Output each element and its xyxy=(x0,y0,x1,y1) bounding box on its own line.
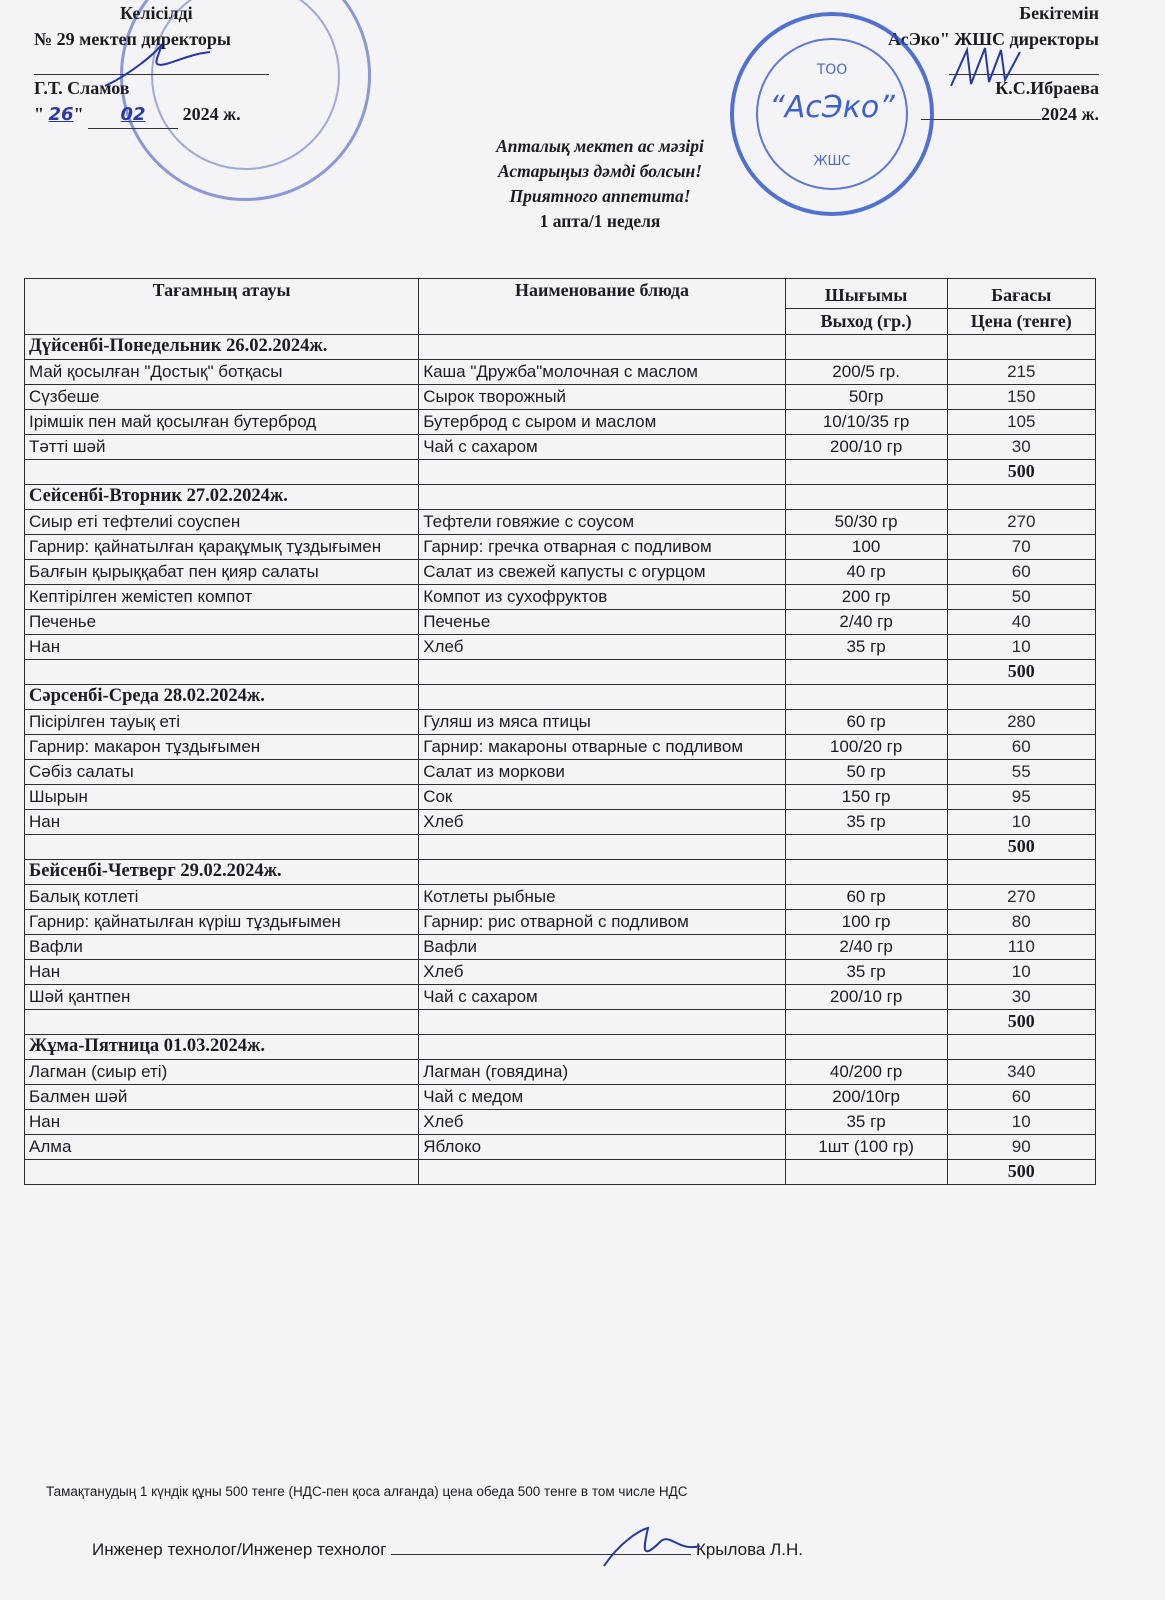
empty-cell xyxy=(785,1010,947,1035)
dish-name-rus: Хлеб xyxy=(419,1110,786,1135)
dish-name-rus: Чай с медом xyxy=(419,1085,786,1110)
dish-price: 10 xyxy=(947,960,1096,985)
dish-price: 90 xyxy=(947,1135,1096,1160)
dish-price: 280 xyxy=(947,710,1096,735)
dish-price: 10 xyxy=(947,635,1096,660)
dish-name-kaz: Тәтті шәй xyxy=(25,435,419,460)
engineer-label: Инженер технолог/Инженер технолог xyxy=(92,1540,387,1559)
dish-name-kaz: Балмен шәй xyxy=(25,1085,419,1110)
dish-name-rus: Яблоко xyxy=(419,1135,786,1160)
day-title: Бейсенбі-Четверг 29.02.2024ж. xyxy=(25,860,419,885)
menu-item-row xyxy=(25,760,1096,785)
dish-output: 60 гр xyxy=(785,885,947,910)
dish-output: 50 гр xyxy=(785,760,947,785)
dish-name-kaz: Нан xyxy=(25,810,419,835)
empty-cell xyxy=(947,485,1096,510)
agreed-label: Келісілді xyxy=(120,3,193,23)
day-header-row xyxy=(25,1035,1096,1060)
dish-name-kaz: Гарнир: макарон тұздығымен xyxy=(25,735,419,760)
approved-label: Бекітемін xyxy=(1019,3,1099,23)
dish-name-kaz: Шырын xyxy=(25,785,419,810)
dish-output: 100/20 гр xyxy=(785,735,947,760)
dish-name-rus: Гарнир: гречка отварная с подливом xyxy=(419,535,786,560)
empty-cell xyxy=(785,335,947,360)
agreed-name: Г.Т. Сламов xyxy=(34,78,130,98)
day-header-row xyxy=(25,485,1096,510)
menu-item-row xyxy=(25,385,1096,410)
dish-name-kaz: Май қосылған "Достық" ботқасы xyxy=(25,360,419,385)
dish-name-rus: Каша "Дружба"молочная с маслом xyxy=(419,360,786,385)
menu-table xyxy=(24,278,1096,1185)
empty-cell xyxy=(785,835,947,860)
empty-cell xyxy=(25,460,419,485)
menu-item-row xyxy=(25,810,1096,835)
empty-cell xyxy=(785,485,947,510)
dish-name-kaz: Сүзбеше xyxy=(25,385,419,410)
menu-title xyxy=(390,134,810,234)
dish-price: 340 xyxy=(947,1060,1096,1085)
dish-output: 200/10 гр xyxy=(785,985,947,1010)
day-total-row xyxy=(25,660,1096,685)
agreed-date: " 26" 02 2024 ж. xyxy=(34,101,364,129)
menu-item-row xyxy=(25,1135,1096,1160)
day-total: 500 xyxy=(947,1010,1096,1035)
dish-price: 105 xyxy=(947,410,1096,435)
dish-output: 50гр xyxy=(785,385,947,410)
dish-name-rus: Вафли xyxy=(419,935,786,960)
col-price-ru: Цена (тенге) xyxy=(947,309,1096,335)
dish-price: 60 xyxy=(947,560,1096,585)
day-header-row xyxy=(25,860,1096,885)
dish-name-rus: Хлеб xyxy=(419,635,786,660)
day-total: 500 xyxy=(947,460,1096,485)
dish-price: 110 xyxy=(947,935,1096,960)
day-header-row xyxy=(25,685,1096,710)
dish-name-rus: Компот из сухофруктов xyxy=(419,585,786,610)
empty-cell xyxy=(25,1010,419,1035)
engineer-signature xyxy=(600,1522,710,1572)
director-signature xyxy=(100,34,220,94)
day-title: Сейсенбі-Вторник 27.02.2024ж. xyxy=(25,485,419,510)
dish-price: 30 xyxy=(947,435,1096,460)
title-line-3: Приятного аппетита! xyxy=(509,186,691,206)
dish-output: 150 гр xyxy=(785,785,947,810)
title-line-1: Апталық мектеп ас мәзірі xyxy=(496,136,704,156)
empty-cell xyxy=(785,685,947,710)
approved-position: АсЭко" ЖШС директоры xyxy=(888,29,1099,49)
empty-cell xyxy=(785,1160,947,1185)
dish-name-rus: Чай с сахаром xyxy=(419,435,786,460)
approved-name: К.С.Ибраева xyxy=(995,78,1099,98)
empty-cell xyxy=(947,335,1096,360)
dish-name-rus: Котлеты рыбные xyxy=(419,885,786,910)
approver-signature xyxy=(945,40,1025,100)
empty-cell xyxy=(947,1035,1096,1060)
dish-name-rus: Сырок творожный xyxy=(419,385,786,410)
dish-name-rus: Бутерброд с сыром и маслом xyxy=(419,410,786,435)
dish-name-rus: Салат из свежей капусты с огурцом xyxy=(419,560,786,585)
dish-price: 80 xyxy=(947,910,1096,935)
dish-output: 1шт (100 гр) xyxy=(785,1135,947,1160)
dish-name-rus: Гарнир: макароны отварные с подливом xyxy=(419,735,786,760)
menu-item-row xyxy=(25,585,1096,610)
date-day: 26 xyxy=(48,104,74,125)
dish-name-rus: Хлеб xyxy=(419,960,786,985)
day-total: 500 xyxy=(947,1160,1096,1185)
dish-name-kaz: Ірімшік пен май қосылған бутерброд xyxy=(25,410,419,435)
dish-name-rus: Тефтели говяжие с соусом xyxy=(419,510,786,535)
dish-output: 35 гр xyxy=(785,810,947,835)
footer xyxy=(92,1538,1092,1562)
title-line-2: Астарыңыз дәмді болсын! xyxy=(497,161,703,181)
menu-item-row xyxy=(25,360,1096,385)
day-title: Жұма-Пятница 01.03.2024ж. xyxy=(25,1035,419,1060)
dish-output: 100 гр xyxy=(785,910,947,935)
dish-name-kaz: Вафли xyxy=(25,935,419,960)
menu-item-row xyxy=(25,885,1096,910)
dish-output: 50/30 гр xyxy=(785,510,947,535)
dish-output: 2/40 гр xyxy=(785,610,947,635)
empty-cell xyxy=(785,860,947,885)
dish-price: 55 xyxy=(947,760,1096,785)
empty-cell xyxy=(419,835,786,860)
dish-name-kaz: Балық котлеті xyxy=(25,885,419,910)
menu-item-row xyxy=(25,510,1096,535)
day-title: Дүйсенбі-Понедельник 26.02.2024ж. xyxy=(25,335,419,360)
dish-price: 60 xyxy=(947,735,1096,760)
empty-cell xyxy=(785,660,947,685)
empty-cell xyxy=(785,460,947,485)
menu-item-row xyxy=(25,935,1096,960)
col-price-kz: Бағасы xyxy=(947,279,1096,309)
price-note: Тамақтанудың 1 күндік құны 500 тенге (НДС-пен қоса алғанда) цена обеда 500 тенге в том числе НДС xyxy=(46,1484,688,1499)
dish-price: 150 xyxy=(947,385,1096,410)
day-total: 500 xyxy=(947,660,1096,685)
stamp-too: ТОО xyxy=(816,62,848,78)
empty-cell xyxy=(419,335,786,360)
dish-output: 10/10/35 гр xyxy=(785,410,947,435)
menu-item-row xyxy=(25,410,1096,435)
day-total-row xyxy=(25,1010,1096,1035)
menu-item-row xyxy=(25,735,1096,760)
dish-output: 40/200 гр xyxy=(785,1060,947,1085)
day-total-row xyxy=(25,835,1096,860)
col-output-ru: Выход (гр.) xyxy=(785,309,947,335)
dish-price: 215 xyxy=(947,360,1096,385)
dish-name-kaz: Нан xyxy=(25,1110,419,1135)
empty-cell xyxy=(419,485,786,510)
empty-cell xyxy=(947,685,1096,710)
menu-item-row xyxy=(25,985,1096,1010)
day-total-row xyxy=(25,1160,1096,1185)
empty-cell xyxy=(419,660,786,685)
dish-price: 60 xyxy=(947,1085,1096,1110)
dish-name-kaz: Сиыр еті тефтелиі соуспен xyxy=(25,510,419,535)
dish-name-kaz: Нан xyxy=(25,635,419,660)
dish-name-rus: Печенье xyxy=(419,610,786,635)
empty-cell xyxy=(25,660,419,685)
empty-cell xyxy=(419,860,786,885)
menu-item-row xyxy=(25,1110,1096,1135)
dish-price: 70 xyxy=(947,535,1096,560)
dish-name-kaz: Гарнир: қайнатылған күріш тұздығымен xyxy=(25,910,419,935)
dish-name-rus: Гарнир: рис отварной с подливом xyxy=(419,910,786,935)
dish-name-kaz: Нан xyxy=(25,960,419,985)
dish-name-kaz: Печенье xyxy=(25,610,419,635)
dish-output: 40 гр xyxy=(785,560,947,585)
menu-item-row xyxy=(25,1085,1096,1110)
dish-output: 2/40 гр xyxy=(785,935,947,960)
dish-name-kaz: Пісірілген тауық еті xyxy=(25,710,419,735)
dish-name-kaz: Лагман (сиыр еті) xyxy=(25,1060,419,1085)
menu-item-row xyxy=(25,710,1096,735)
empty-cell xyxy=(25,835,419,860)
dish-price: 270 xyxy=(947,885,1096,910)
dish-name-rus: Лагман (говядина) xyxy=(419,1060,786,1085)
agreed-position: № 29 мектеп директоры xyxy=(34,29,231,49)
dish-output: 200/10 гр xyxy=(785,435,947,460)
engineer-name: Крылова Л.Н. xyxy=(695,1540,803,1559)
empty-cell xyxy=(419,1035,786,1060)
menu-item-row xyxy=(25,910,1096,935)
menu-item-row xyxy=(25,610,1096,635)
title-week: 1 апта/1 неделя xyxy=(539,211,661,231)
day-total-row xyxy=(25,460,1096,485)
day-title: Сәрсенбі-Среда 28.02.2024ж. xyxy=(25,685,419,710)
menu-item-row xyxy=(25,960,1096,985)
dish-output: 35 гр xyxy=(785,635,947,660)
empty-cell xyxy=(947,860,1096,885)
empty-cell xyxy=(785,1035,947,1060)
dish-price: 10 xyxy=(947,810,1096,835)
menu-item-row xyxy=(25,1060,1096,1085)
dish-name-kaz: Кептірілген жемістеп компот xyxy=(25,585,419,610)
dish-name-kaz: Шәй қантпен xyxy=(25,985,419,1010)
dish-name-rus: Салат из моркови xyxy=(419,760,786,785)
dish-output: 35 гр xyxy=(785,1110,947,1135)
dish-name-kaz: Балғын қырыққабат пен қияр салаты xyxy=(25,560,419,585)
dish-price: 10 xyxy=(947,1110,1096,1135)
menu-item-row xyxy=(25,635,1096,660)
dish-name-kaz: Сәбіз салаты xyxy=(25,760,419,785)
dish-name-kaz: Алма xyxy=(25,1135,419,1160)
date-month: 02 xyxy=(88,101,178,129)
dish-name-rus: Чай с сахаром xyxy=(419,985,786,1010)
menu-item-row xyxy=(25,560,1096,585)
col-rus-name: Наименование блюда xyxy=(419,279,786,335)
dish-output: 35 гр xyxy=(785,960,947,985)
menu-item-row xyxy=(25,535,1096,560)
dish-name-kaz: Гарнир: қайнатылған қарақұмық тұздығымен xyxy=(25,535,419,560)
dish-output: 200/5 гр. xyxy=(785,360,947,385)
col-output-kz: Шығымы xyxy=(785,279,947,309)
dish-output: 100 xyxy=(785,535,947,560)
stamp-jshs: ЖШС xyxy=(813,154,851,169)
dish-price: 95 xyxy=(947,785,1096,810)
dish-output: 60 гр xyxy=(785,710,947,735)
date-year: 2024 ж. xyxy=(182,104,241,124)
dish-price: 30 xyxy=(947,985,1096,1010)
approved-year: 2024 ж. xyxy=(1040,104,1099,124)
day-total: 500 xyxy=(947,835,1096,860)
dish-price: 270 xyxy=(947,510,1096,535)
dish-name-rus: Гуляш из мяса птицы xyxy=(419,710,786,735)
empty-cell xyxy=(419,1160,786,1185)
empty-cell xyxy=(419,685,786,710)
dish-name-rus: Сок xyxy=(419,785,786,810)
empty-cell xyxy=(419,460,786,485)
stamp-company-name: “АсЭко” xyxy=(769,90,895,125)
dish-output: 200 гр xyxy=(785,585,947,610)
col-kaz-name: Тағамның атауы xyxy=(25,279,419,335)
menu-item-row xyxy=(25,785,1096,810)
dish-name-rus: Хлеб xyxy=(419,810,786,835)
dish-price: 40 xyxy=(947,610,1096,635)
empty-cell xyxy=(419,1010,786,1035)
day-header-row xyxy=(25,335,1096,360)
dish-price: 50 xyxy=(947,585,1096,610)
empty-cell xyxy=(25,1160,419,1185)
menu-item-row xyxy=(25,435,1096,460)
dish-output: 200/10гр xyxy=(785,1085,947,1110)
